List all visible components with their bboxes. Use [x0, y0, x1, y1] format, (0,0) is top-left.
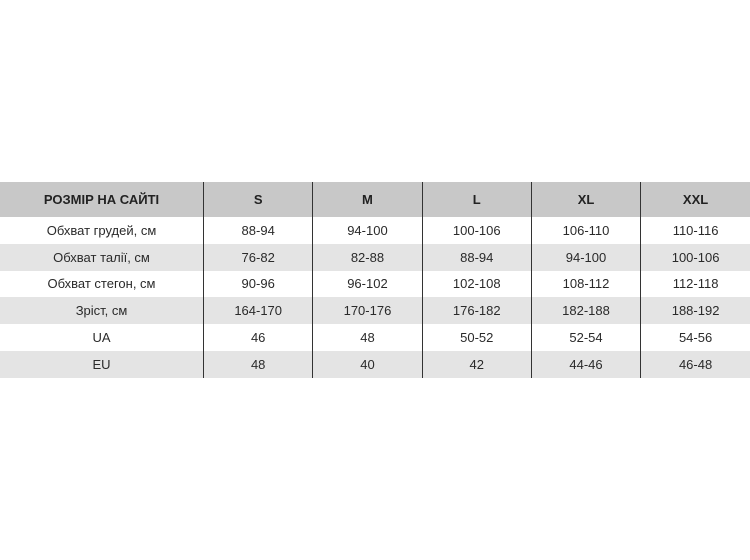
table-cell: 50-52 — [422, 324, 531, 351]
table-row — [0, 297, 750, 324]
row-label: Обхват грудей, см — [0, 217, 204, 244]
table-cell: 46 — [204, 324, 313, 351]
table-cell: 164-170 — [204, 297, 313, 324]
header-cell-l: L — [422, 182, 531, 217]
table-cell: 100-106 — [422, 217, 531, 244]
table-cell: 94-100 — [531, 244, 640, 271]
header-cell-size-on-site: РОЗМІР НА САЙТІ — [0, 182, 204, 217]
table-cell: 102-108 — [422, 271, 531, 298]
table-cell: 44-46 — [531, 351, 640, 378]
table-cell: 112-118 — [641, 271, 750, 298]
table-row — [0, 217, 750, 244]
row-label: Обхват стегон, см — [0, 271, 204, 298]
table-row — [0, 324, 750, 351]
header-cell-s: S — [204, 182, 313, 217]
table-cell: 40 — [313, 351, 422, 378]
table-cell: 182-188 — [531, 297, 640, 324]
table-cell: 52-54 — [531, 324, 640, 351]
table-cell: 96-102 — [313, 271, 422, 298]
table-cell: 76-82 — [204, 244, 313, 271]
table-cell: 100-106 — [641, 244, 750, 271]
table-cell: 82-88 — [313, 244, 422, 271]
table-cell: 106-110 — [531, 217, 640, 244]
table-row — [0, 244, 750, 271]
table-cell: 110-116 — [641, 217, 750, 244]
table-cell: 94-100 — [313, 217, 422, 244]
table-cell: 48 — [313, 324, 422, 351]
table-cell: 88-94 — [204, 217, 313, 244]
header-cell-m: M — [313, 182, 422, 217]
header-row — [0, 182, 750, 217]
table-cell: 42 — [422, 351, 531, 378]
header-cell-xxl: XXL — [641, 182, 750, 217]
table-cell: 88-94 — [422, 244, 531, 271]
row-label: UA — [0, 324, 204, 351]
table-row — [0, 271, 750, 298]
table-cell: 54-56 — [641, 324, 750, 351]
table-cell: 188-192 — [641, 297, 750, 324]
table-row — [0, 351, 750, 378]
table-cell: 176-182 — [422, 297, 531, 324]
table-cell: 48 — [204, 351, 313, 378]
table-cell: 46-48 — [641, 351, 750, 378]
row-label: EU — [0, 351, 204, 378]
size-chart-table — [0, 182, 750, 378]
table-cell: 170-176 — [313, 297, 422, 324]
header-cell-xl: XL — [531, 182, 640, 217]
row-label: Обхват талії, см — [0, 244, 204, 271]
table-cell: 90-96 — [204, 271, 313, 298]
table-cell: 108-112 — [531, 271, 640, 298]
row-label: Зріст, см — [0, 297, 204, 324]
